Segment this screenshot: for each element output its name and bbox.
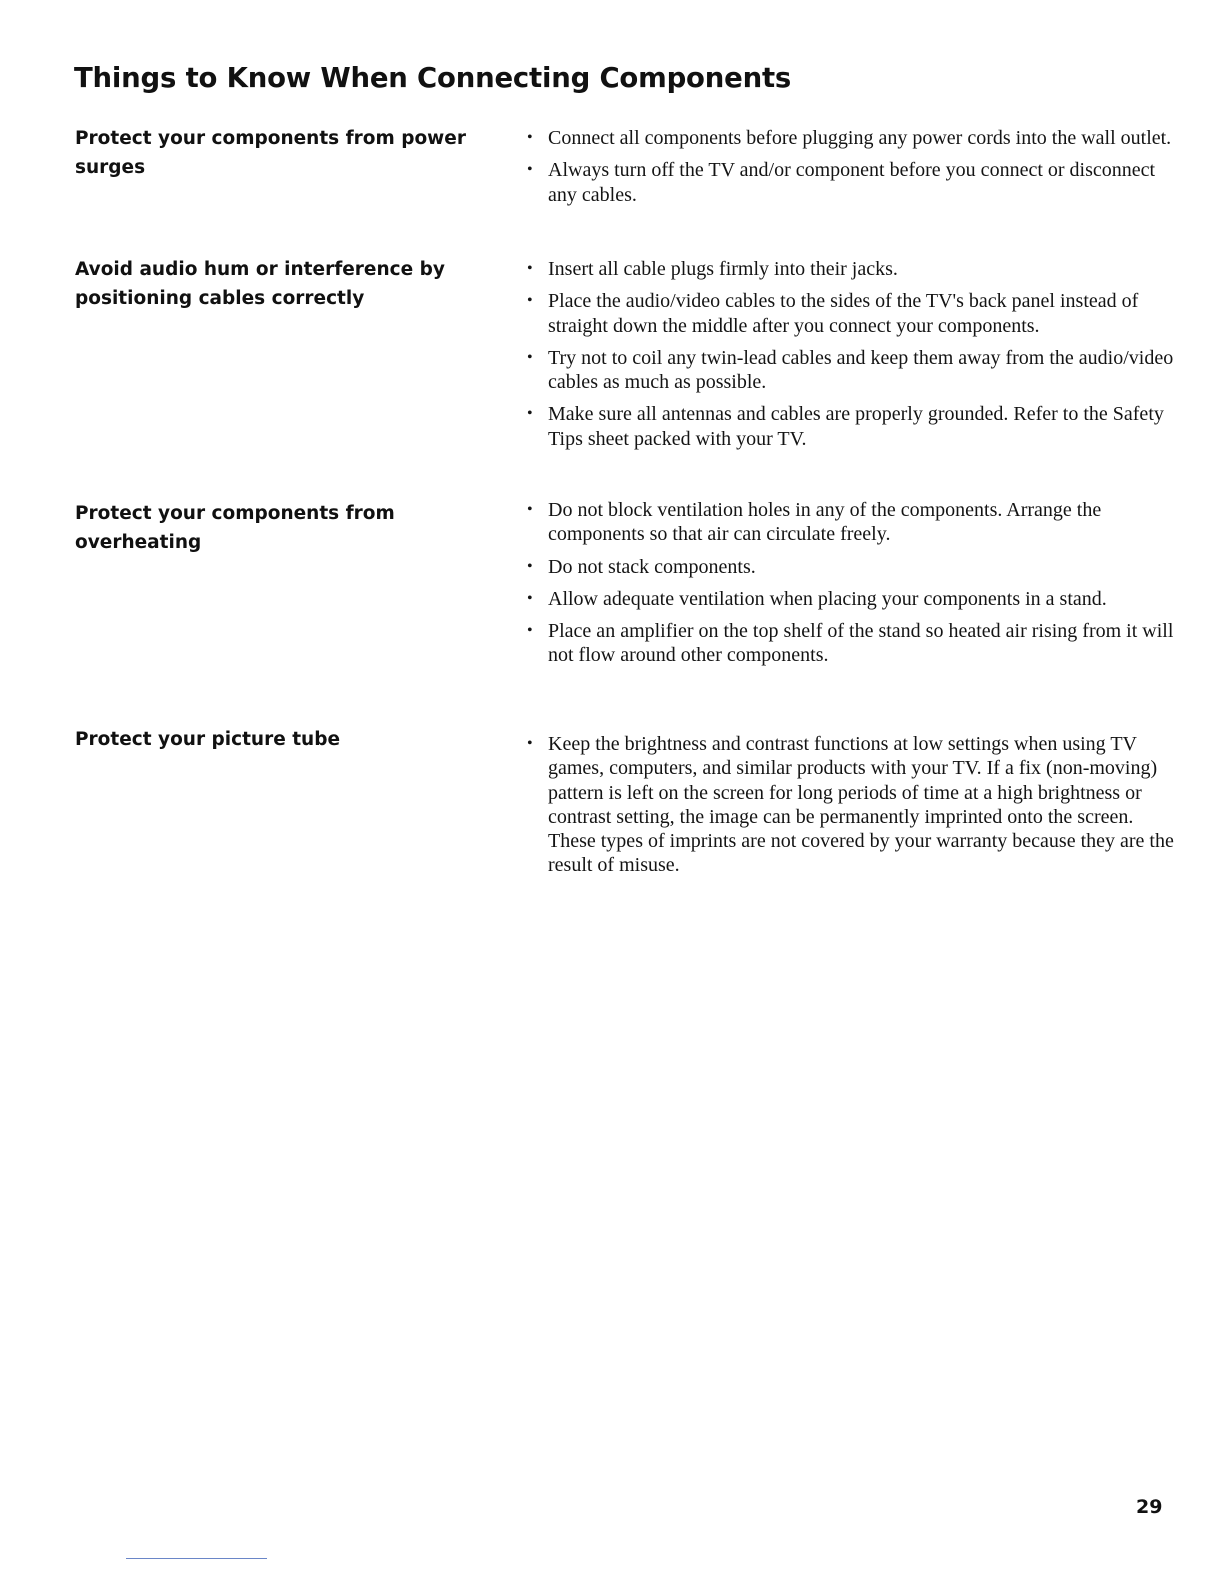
list-item-text: Do not stack components.	[548, 555, 756, 578]
list-item	[526, 402, 1176, 451]
section-heading: Avoid audio hum or interference by positioning cables correctly	[75, 259, 445, 309]
list-item-text: Try not to coil any twin-lead cables and keep them away from the audio/video cables as much as possible.	[548, 346, 1174, 394]
list-item	[526, 498, 1176, 547]
page-title: Things to Know When Connecting Components	[74, 62, 792, 94]
list-item	[526, 732, 1176, 878]
footer-rule	[126, 1558, 267, 1559]
list-item	[526, 289, 1176, 338]
bullet-icon: •	[527, 348, 533, 366]
bullet-list	[526, 126, 1176, 215]
list-item-text: Make sure all antennas and cables are properly grounded. Refer to the Safety Tips sheet packed with your TV.	[548, 403, 1164, 450]
bullet-icon: •	[527, 161, 533, 179]
bullet-icon: •	[527, 292, 533, 310]
list-item-text: Place an amplifier on the top shelf of the stand so heated air rising from it will not flow around other components.	[548, 620, 1174, 667]
bullet-icon: •	[527, 589, 533, 607]
list-item	[526, 126, 1176, 150]
list-item	[526, 619, 1176, 668]
bullet-icon: •	[527, 622, 533, 640]
list-item-text: Always turn off the TV and/or component before you connect or disconnect any cables.	[548, 159, 1156, 206]
bullet-icon: •	[527, 557, 533, 575]
section-heading: Protect your components from power surges	[75, 128, 466, 178]
bullet-icon: •	[527, 735, 533, 752]
list-item-text: Do not block ventilation holes in any of the components. Arrange the components so that air can circulate freely.	[548, 499, 1102, 546]
list-item-text: Connect all components before plugging any power cords into the wall outlet.	[548, 127, 1172, 149]
list-item	[526, 158, 1176, 207]
section-heading: Protect your components from overheating	[75, 503, 395, 553]
bullet-icon: •	[527, 405, 533, 423]
bullet-list	[526, 257, 1176, 459]
list-item-text: Allow adequate ventilation when placing your components in a stand.	[548, 587, 1107, 610]
page-number: 29	[1136, 1496, 1163, 1518]
list-item	[526, 346, 1176, 395]
list-item-text: Place the audio/video cables to the sides of the TV's back panel instead of straight down the middle after you connect your components.	[548, 290, 1139, 337]
list-item	[526, 257, 1176, 281]
section-heading: Protect your picture tube	[75, 729, 341, 750]
list-item-text: Keep the brightness and contrast functions at low settings when using TV games, computers, and similar products with your TV. If a fix (non-moving) pattern is left on the screen for long periods of time at a high brightness or contrast setting, the image can be permanently imprinted onto the screen. These types of imprints are not covered by your warranty because they are the result of misuse.	[548, 733, 1174, 877]
bullet-icon: •	[527, 501, 533, 518]
bullet-list	[526, 732, 1176, 886]
list-item-text: Insert all cable plugs firmly into their jacks.	[548, 258, 898, 280]
bullet-icon: •	[527, 260, 533, 277]
bullet-icon: •	[527, 129, 533, 146]
list-item	[526, 587, 1176, 611]
list-item	[526, 555, 1176, 579]
bullet-list	[526, 498, 1176, 676]
